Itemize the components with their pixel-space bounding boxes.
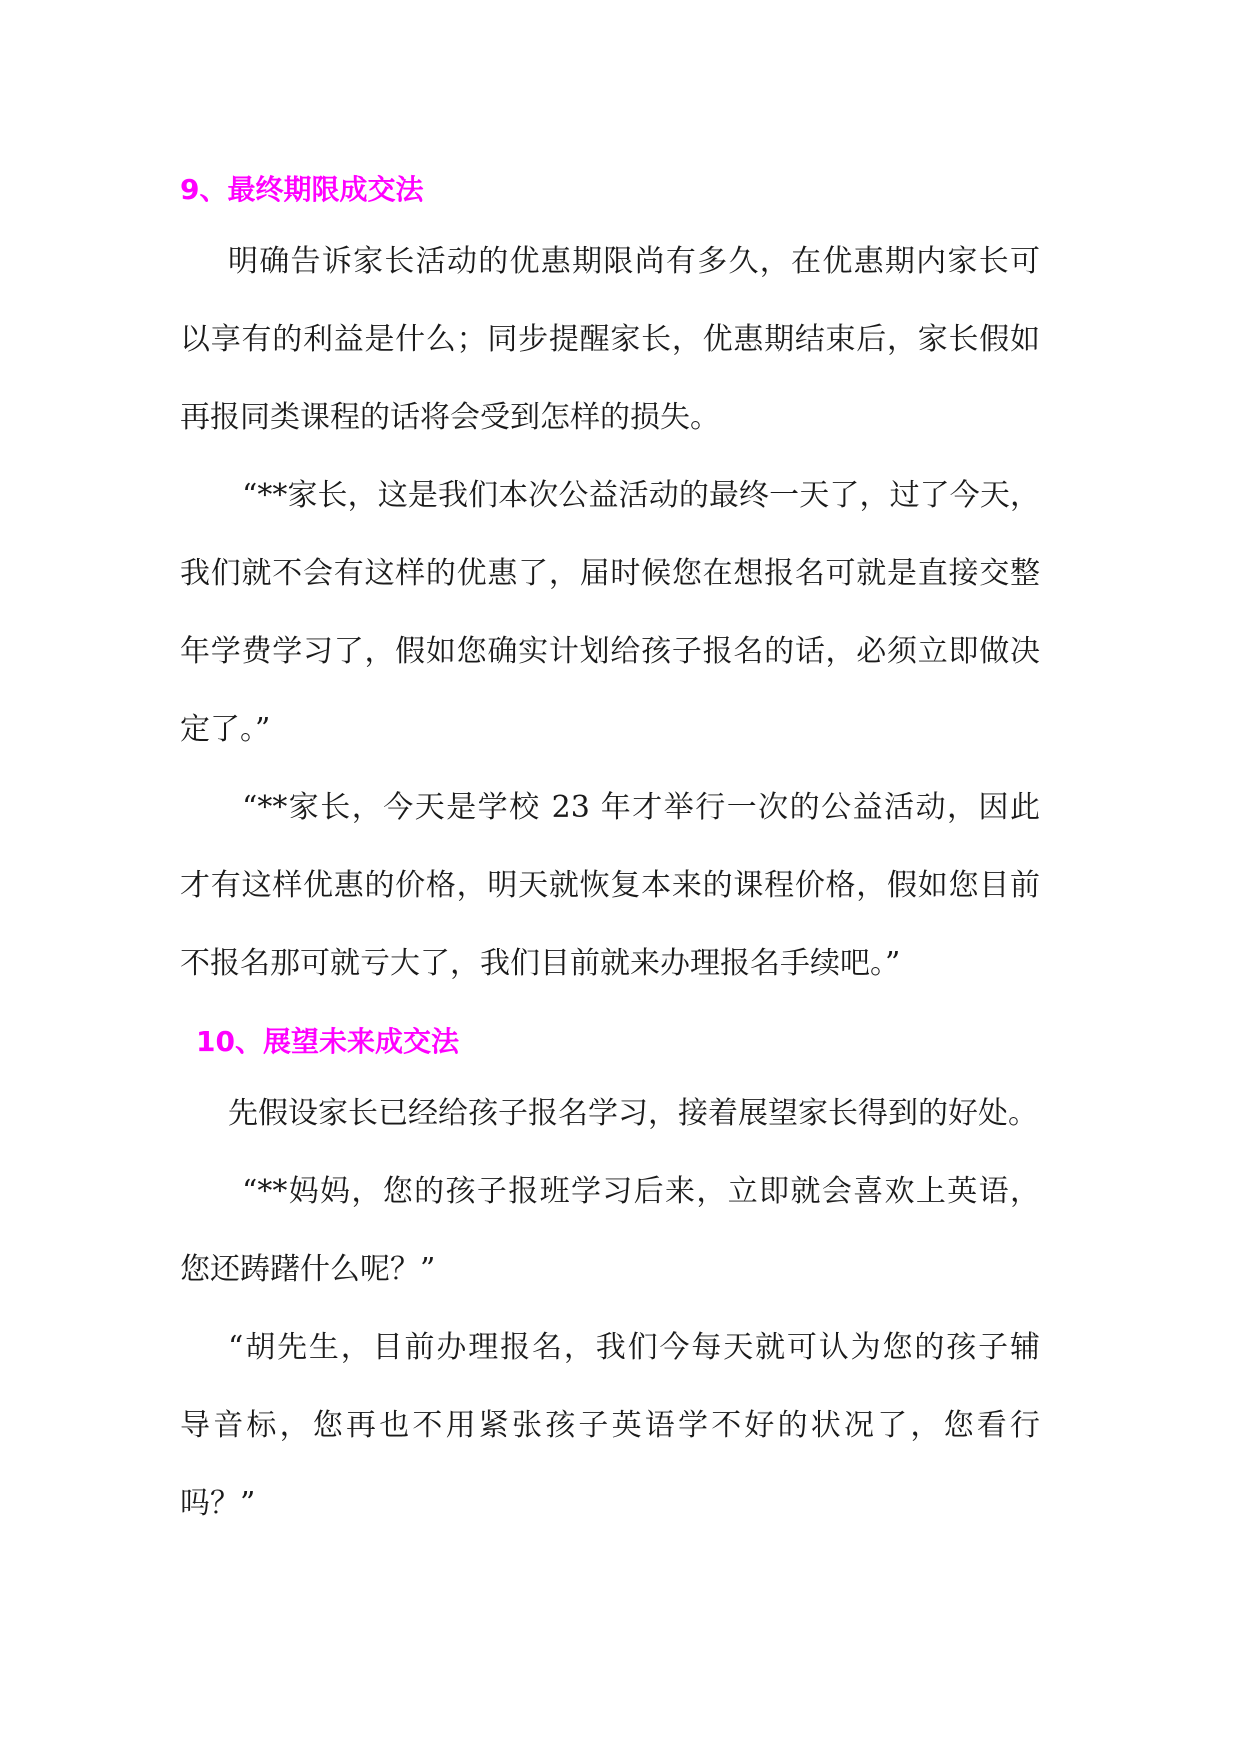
- section-9-p2-line-3: 年学费学习了，假如您确实计划给孩子报名的话，必须立即做决: [180, 634, 1040, 669]
- section-9-p1-line-2: 以享有的利益是什么；同步提醒家长，优惠期结束后，家长假如: [180, 322, 1040, 357]
- section-9-p3-line-3: 不报名那可就亏大了，我们目前就来办理报名手续吧。”: [180, 946, 901, 981]
- section-9-p2-line-1: “**家长，这是我们本次公益活动的最终一天了，过了今天，: [242, 478, 1040, 513]
- section-9-p1-line-1: 明确告诉家长活动的优惠期限尚有多久，在优惠期内家长可: [228, 244, 1040, 279]
- section-9-p2-line-2: 我们就不会有这样的优惠了，届时候您在想报名可就是直接交整: [180, 556, 1040, 591]
- section-10-heading: 10、展望未来成交法: [196, 1025, 459, 1058]
- section-9-p2-line-4: 定了。”: [180, 712, 271, 747]
- section-9-heading: 9、最终期限成交法: [180, 173, 424, 206]
- section-10-p2-line-1: “**妈妈，您的孩子报班学习后来，立即就会喜欢上英语，: [242, 1174, 1040, 1209]
- section-10-p1-line-1: 先假设家长已经给孩子报名学习，接着展望家长得到的好处。: [228, 1096, 1038, 1131]
- section-9-p3-line-2: 才有这样优惠的价格，明天就恢复本来的课程价格，假如您目前: [180, 868, 1040, 903]
- section-10-p3-line-2: 导音标，您再也不用紧张孩子英语学不好的状况了，您看行: [180, 1408, 1040, 1443]
- section-9-p3-line-1: “**家长，今天是学校 23 年才举行一次的公益活动，因此: [242, 790, 1040, 825]
- section-10-p2-line-2: 您还踌躇什么呢？”: [180, 1252, 436, 1287]
- section-10-p3-line-3: 吗？”: [180, 1486, 256, 1521]
- section-10-p3-line-1: “胡先生，目前办理报名，我们今每天就可认为您的孩子辅: [228, 1330, 1040, 1365]
- section-9-p1-line-3: 再报同类课程的话将会受到怎样的损失。: [180, 400, 720, 435]
